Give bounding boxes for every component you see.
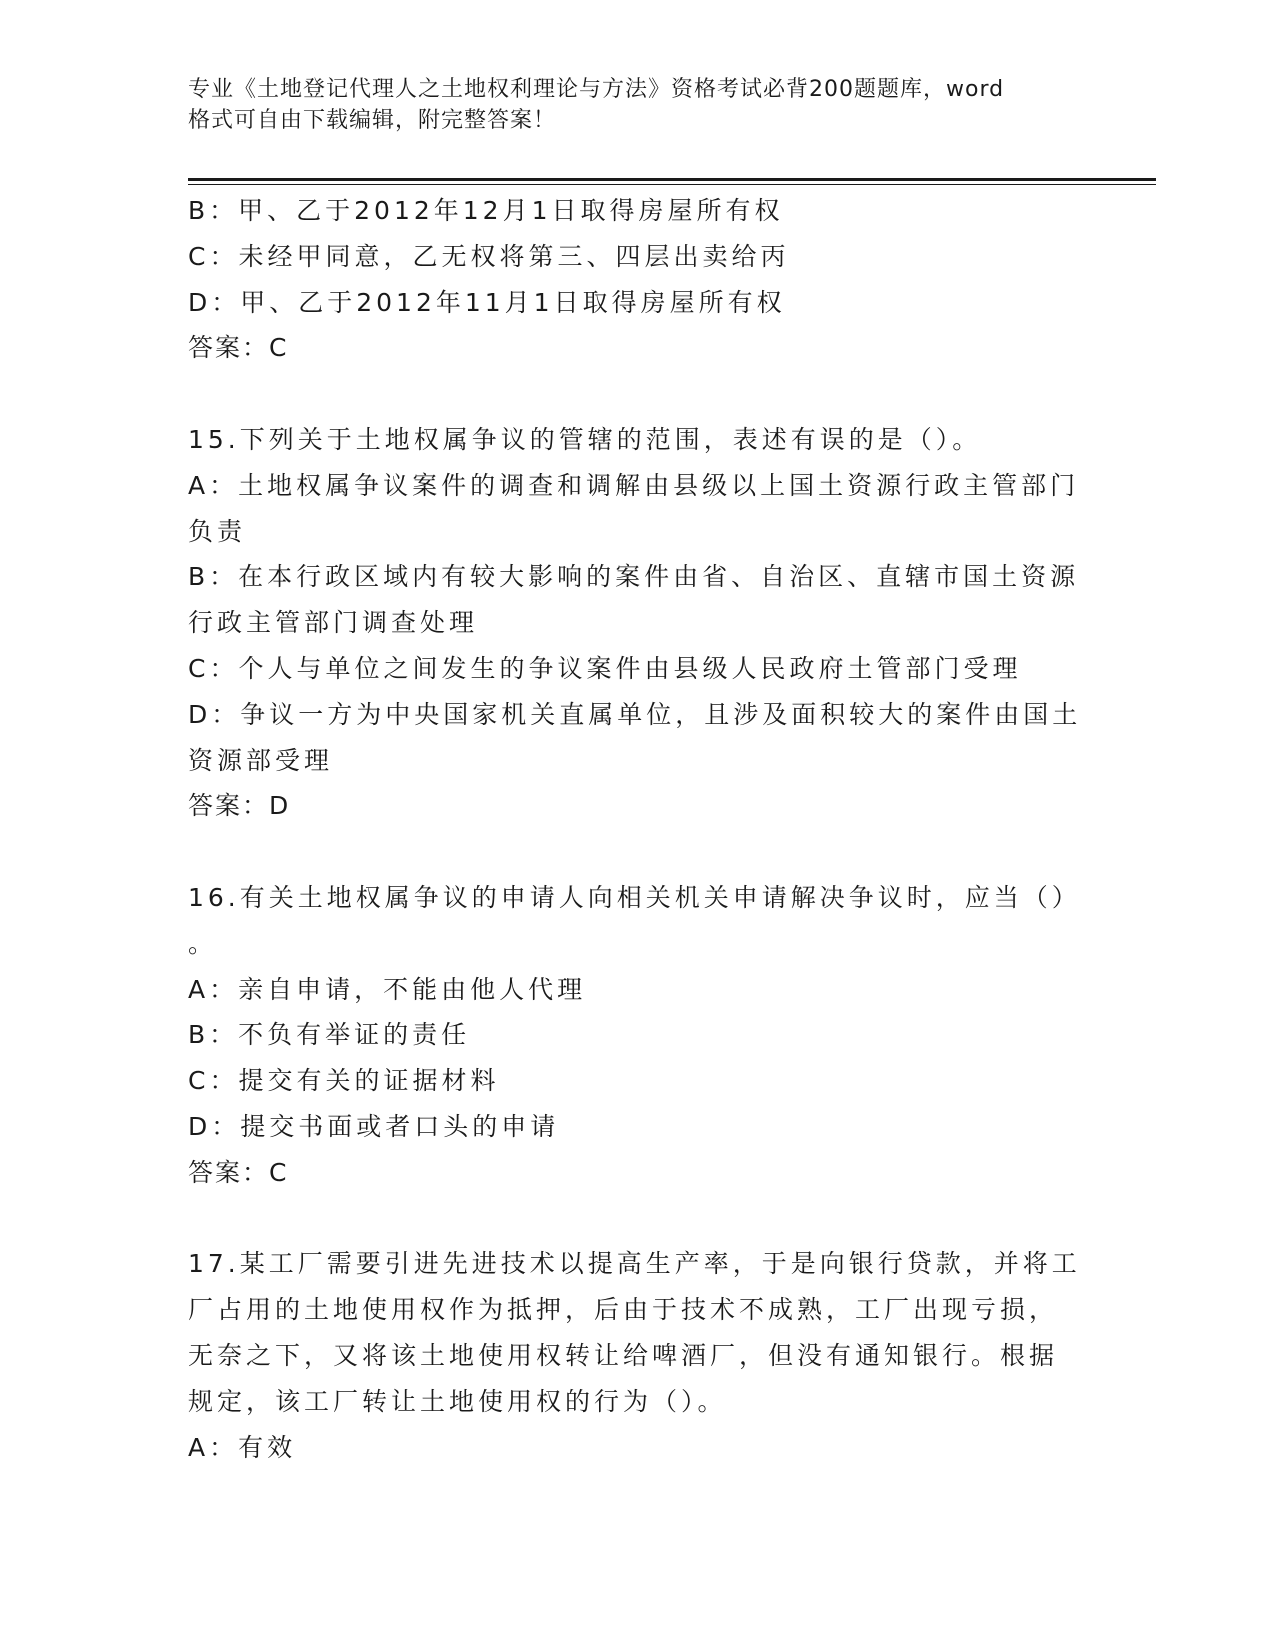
question-16-option-b: B：不负有举证的责任 xyxy=(188,1020,471,1050)
question-spacer xyxy=(188,371,1088,417)
question-14-option-c: C：未经甲同意，乙无权将第三、四层出卖给丙 xyxy=(188,241,790,271)
header-title-line-2: 格式可自由下载编辑，附完整答案！ xyxy=(188,108,557,133)
question-15-option-c: C：个人与单位之间发生的争议案件由县级人民政府土管部门受理 xyxy=(188,653,1022,683)
header-rule-thick xyxy=(188,178,1156,181)
question-16-stem-cont: 。 xyxy=(188,928,218,958)
question-spacer xyxy=(188,1196,1088,1242)
question-17-stem-cont: 规定，该工厂转让土地使用权的行为（）。 xyxy=(188,1386,727,1416)
question-16-option-c: C：提交有关的证据材料 xyxy=(188,1066,500,1096)
question-17-option-a: A：有效 xyxy=(188,1432,297,1462)
question-content xyxy=(188,188,1088,1470)
question-16-answer: 答案：C xyxy=(188,1157,289,1187)
question-16 xyxy=(188,875,1088,1196)
question-17-stem-cont: 无奈之下，又将该土地使用权转让给啤酒厂，但没有通知银行。根据 xyxy=(188,1340,1059,1370)
question-15-option-d-cont: 资源部受理 xyxy=(188,745,334,775)
header-title-line-1: 专业《土地登记代理人之土地权利理论与方法》资格考试必背200题题库，word xyxy=(188,77,1005,102)
question-17-stem-cont: 厂占用的土地使用权作为抵押，后由于技术不成熟，工厂出现亏损， xyxy=(188,1295,1059,1325)
question-14-option-b: B：甲、乙于2012年12月1日取得房屋所有权 xyxy=(188,196,784,225)
question-15-stem: 15.下列关于土地权属争议的管辖的范围，表述有误的是（）。 xyxy=(188,424,982,454)
question-15-answer: 答案：D xyxy=(188,791,291,821)
question-spacer xyxy=(188,829,1088,875)
question-14-option-d: D：甲、乙于2012年11月1日取得房屋所有权 xyxy=(188,287,786,317)
question-16-stem: 16.有关土地权属争议的申请人向相关机关申请解决争议时，应当（） xyxy=(188,882,1081,912)
question-16-option-a: A：亲自申请，不能由他人代理 xyxy=(188,974,587,1004)
question-15 xyxy=(188,417,1088,829)
question-17 xyxy=(188,1241,1088,1470)
question-16-option-d: D：提交书面或者口头的申请 xyxy=(188,1111,560,1141)
question-15-option-b: B：在本行政区域内有较大影响的案件由省、自治区、直辖市国土资源 xyxy=(188,562,1080,592)
question-15-option-b-cont: 行政主管部门调查处理 xyxy=(188,608,479,638)
question-15-option-a: A：土地权属争议案件的调查和调解由县级以上国土资源行政主管部门 xyxy=(188,470,1080,500)
page-header xyxy=(188,74,1068,136)
question-15-option-a-cont: 负责 xyxy=(188,516,247,546)
question-17-stem: 17.某工厂需要引进先进技术以提高生产率，于是向银行贷款，并将工 xyxy=(188,1249,1081,1279)
question-14 xyxy=(188,188,1088,371)
header-rule-thin xyxy=(188,184,1156,185)
question-14-answer: 答案：C xyxy=(188,333,289,363)
question-15-option-d: D：争议一方为中央国家机关直属单位，且涉及面积较大的案件由国土 xyxy=(188,699,1082,729)
